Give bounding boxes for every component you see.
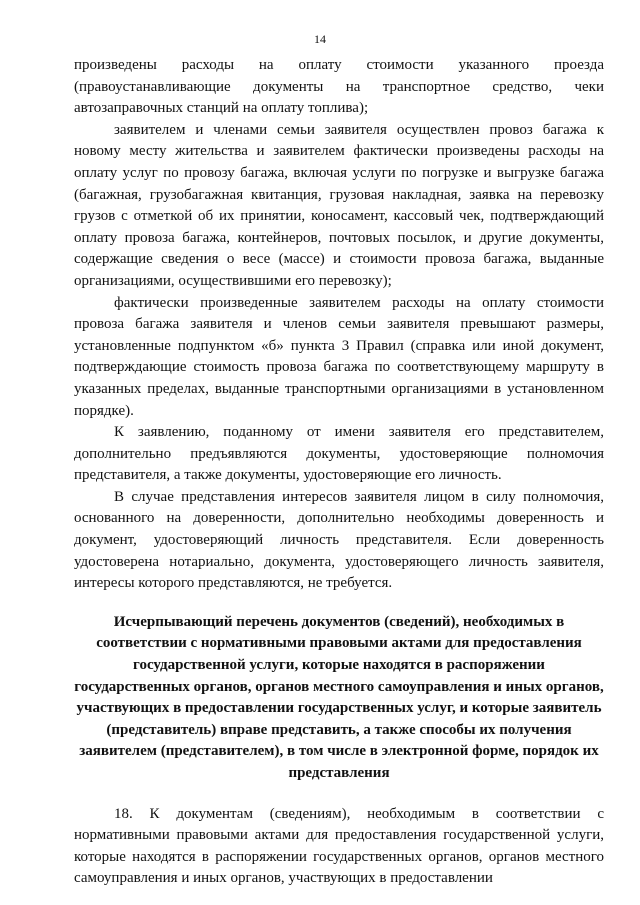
document-body xyxy=(74,55,604,890)
paragraph-baggage-excess: фактически произведенные заявителем расходы на оплату стоимости провоза багажа заявителя и членов семьи заявителя превышают размеры, установленные подпунктом «б» пункта 3 Правил (справка или иной документ, подтверждающие стоимость провоза багажа по соответствующему маршруту в указанных пределах, выданные транспортными организациями в установленном порядке). xyxy=(74,294,604,419)
paragraph-representative-documents: К заявлению, поданному от имени заявителя его представителем, дополнительно предъявляются документы, удостоверяющие полномочия представителя, а также документы, удостоверяющие его личность. xyxy=(74,424,604,484)
paragraph-baggage-transport: заявителем и членами семьи заявителя осуществлен провоз багажа к новому месту жительства и заявителем фактически произведены расходы на оплату услуг по провозу багажа, включая услуги по погрузке и выгрузке багажа (багажная, грузобагажная квитанция, грузовая накладная, заявка на перевозку грузов с отметкой об их принятии, коносамент, кассовый чек, подтверждающий оплату провоза багажа, контейнеров, почтовых посылок, и другие документы, содержащие сведения о весе (массе) и стоимости провоза багажа, выданные организациями, осуществившими его перевозку); xyxy=(74,121,604,289)
page-number: 14 xyxy=(314,32,326,46)
paragraph-continuation: произведены расходы на оплату стоимости указанного проезда (правоустанавливающие документы на транспортное средство, чеки автозаправочных станций на оплату топлива); xyxy=(74,57,604,117)
paragraph-power-of-attorney: В случае представления интересов заявителя лицом в силу полномочия, основанного на доверенности, дополнительно необходимы доверенность и документ, удостоверяющий личность представителя. Если доверенность удостоверена нотариально, документа, удостоверяющего личность заявителя, интересы которого представляются, не требуется. xyxy=(74,488,604,592)
paragraph-item-18: 18. К документам (сведениям), необходимым в соответствии с нормативными правовыми актами для предоставления государственной услуги, которые находятся в распоряжении государственных органов, органов местного самоуправления и иных органов, участвующих в предоставлении xyxy=(74,805,604,887)
section-heading: Исчерпывающий перечень документов (сведений), необходимых в соответствии с нормативными правовыми актами для предоставления государственной услуги, которые находятся в распоряжении государственных органов, органов местного самоуправления и иных органов, участвующих в предоставлении государственных услуг, и которые заявитель (представитель) вправе представить, а также способы их получения заявителем (представителем), в том числе в электронной форме, порядок их представления xyxy=(74,613,604,781)
